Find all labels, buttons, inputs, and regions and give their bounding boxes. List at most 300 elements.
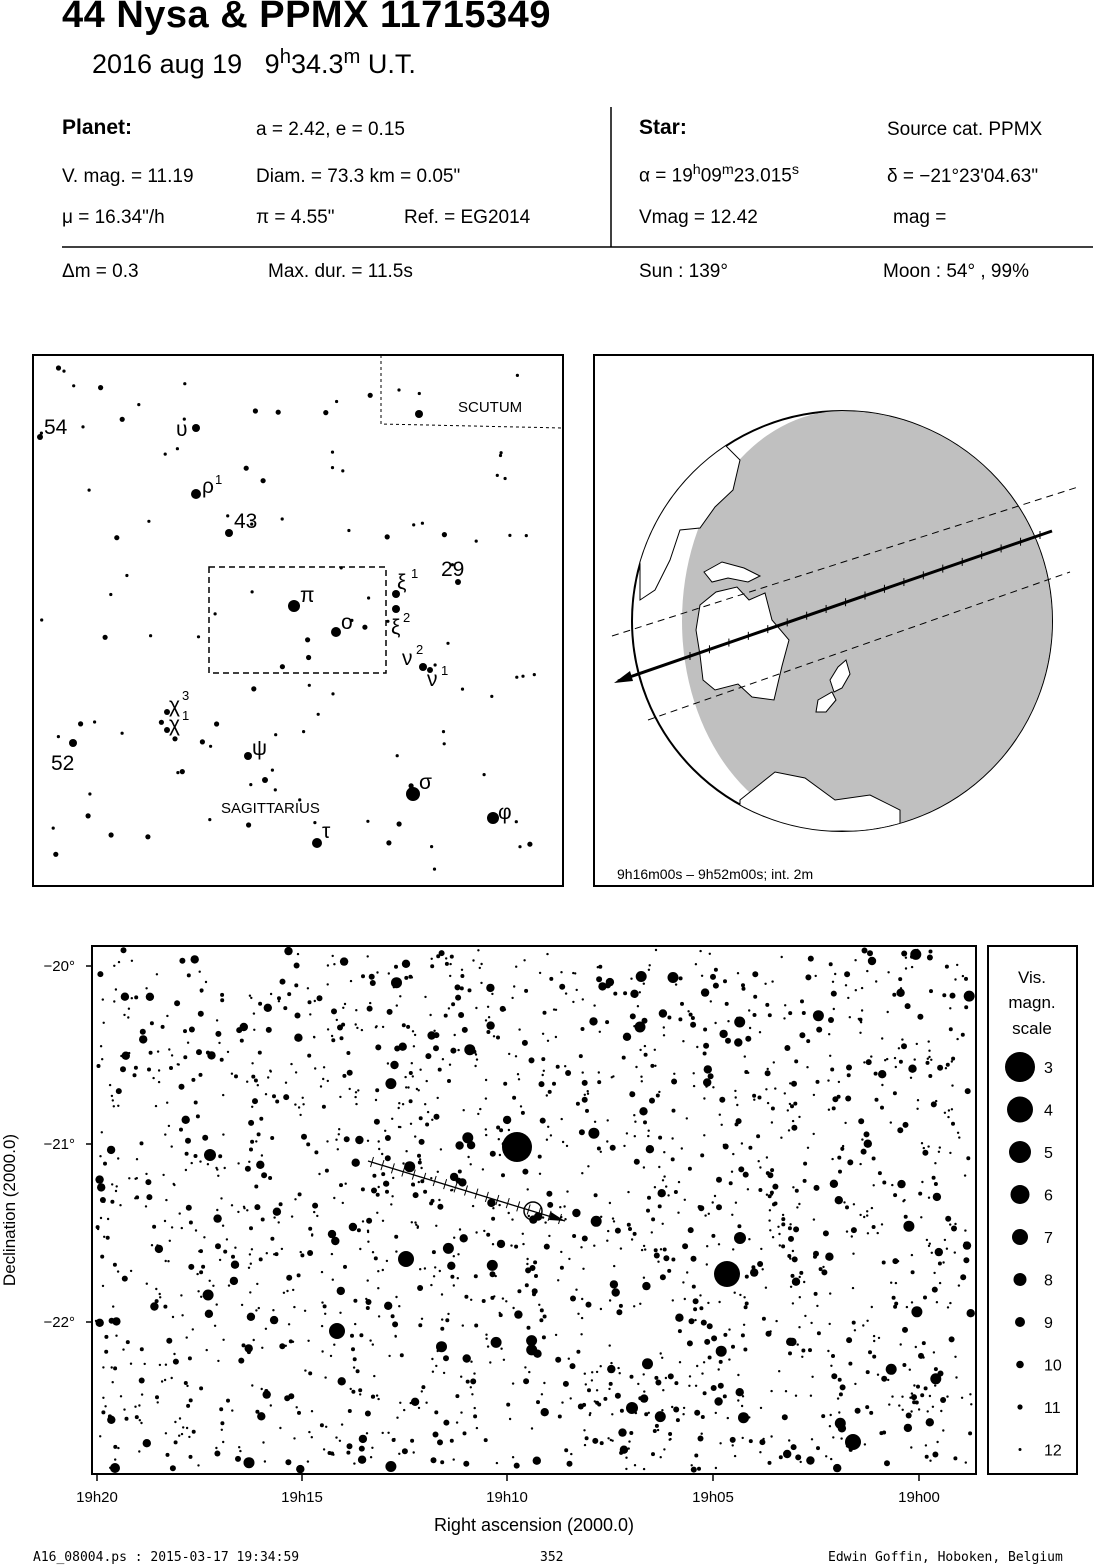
- chart-star: [926, 1239, 928, 1241]
- chart-star: [547, 1126, 549, 1128]
- chart-star: [249, 1253, 251, 1255]
- chart-star: [257, 1132, 261, 1136]
- chart-star: [157, 1401, 159, 1403]
- chart-star: [881, 1037, 883, 1039]
- chart-star: [635, 1066, 637, 1068]
- chart-star: [770, 1435, 772, 1437]
- chart-star: [166, 1102, 168, 1104]
- chart-star: [932, 1406, 934, 1408]
- label-xi2-sup: 2: [403, 610, 411, 625]
- chart-star: [657, 1261, 659, 1263]
- chart-star: [689, 1318, 695, 1324]
- chart-star: [265, 1328, 267, 1330]
- chart-star: [267, 1076, 269, 1078]
- chart-star: [439, 950, 445, 956]
- chart-star: [648, 969, 650, 971]
- chart-star: [929, 1243, 931, 1245]
- chart-star: [611, 1076, 613, 1078]
- chart-star: [788, 1129, 790, 1131]
- chart-star: [929, 1395, 931, 1397]
- chart-star: [949, 1152, 951, 1154]
- chart-star: [432, 1250, 436, 1254]
- chart-star: [165, 1199, 167, 1201]
- chart-star: [219, 1259, 221, 1261]
- chart-star: [828, 1033, 830, 1035]
- chart-star: [320, 1423, 324, 1427]
- chart-star: [719, 1360, 723, 1364]
- chart-star: [350, 1334, 354, 1338]
- chart-star: [451, 1002, 455, 1006]
- chart-star: [512, 1307, 514, 1309]
- chart-star: [199, 971, 201, 973]
- chart-star: [396, 1004, 398, 1006]
- chart-star: [586, 1302, 592, 1308]
- map-star: [419, 663, 427, 671]
- chart-star: [570, 1296, 576, 1302]
- scale-label-10: 10: [1044, 1357, 1062, 1375]
- chart-star: [598, 982, 606, 990]
- chart-star: [744, 1055, 746, 1057]
- chart-star: [743, 1296, 745, 1298]
- chart-star: [449, 975, 451, 977]
- chart-star: [781, 1217, 785, 1221]
- chart-star: [294, 963, 300, 969]
- chart-star: [307, 1250, 313, 1256]
- chart-star: [301, 1134, 307, 1140]
- chart-star: [804, 1315, 806, 1317]
- chart-star: [120, 1066, 126, 1072]
- chart-star: [633, 1025, 635, 1027]
- map-star: [331, 451, 334, 454]
- chart-star: [634, 1135, 636, 1137]
- chart-star: [768, 1219, 770, 1221]
- chart-star: [753, 1013, 757, 1017]
- chart-star: [376, 1193, 380, 1197]
- chart-star: [926, 1061, 930, 1065]
- chart-star: [526, 1258, 528, 1260]
- chart-star: [859, 1214, 861, 1216]
- chart-star: [873, 1340, 875, 1342]
- chart-star: [514, 1310, 522, 1318]
- map-star: [340, 566, 343, 569]
- chart-star: [659, 1009, 667, 1017]
- chart-star: [686, 1117, 688, 1119]
- scale-label-12: 12: [1044, 1442, 1062, 1460]
- chart-star: [851, 1227, 857, 1233]
- chart-star: [354, 1096, 356, 1098]
- chart-star: [220, 998, 224, 1002]
- globe-caption: 9h16m00s – 9h52m00s; int. 2m: [617, 866, 814, 882]
- chart-star: [813, 1255, 817, 1259]
- chart-star: [864, 1131, 870, 1137]
- chart-star: [285, 1082, 287, 1084]
- chart-star: [136, 1158, 138, 1160]
- chart-star: [473, 1372, 475, 1374]
- chart-star: [605, 1020, 609, 1024]
- chart-star: [699, 950, 701, 952]
- chart-star: [128, 1177, 130, 1179]
- chart-star: [888, 1403, 890, 1405]
- chart-star: [701, 1372, 703, 1374]
- chart-star: [775, 1320, 777, 1322]
- chart-star: [353, 1462, 355, 1464]
- chart-star: [887, 1011, 889, 1013]
- chart-star: [536, 1400, 540, 1404]
- chart-star: [102, 1397, 104, 1399]
- chart-star: [179, 1212, 181, 1214]
- chart-star: [939, 1146, 941, 1148]
- chart-star: [911, 966, 913, 968]
- chart-star: [498, 1138, 500, 1140]
- chart-star: [759, 1031, 761, 1033]
- chart-star: [433, 1275, 435, 1277]
- map-star: [69, 739, 77, 747]
- chart-star: [223, 1250, 227, 1254]
- chart-star: [435, 1365, 437, 1367]
- chart-star: [247, 1350, 251, 1354]
- chart-star: [748, 1416, 750, 1418]
- chart-star: [803, 1162, 807, 1166]
- chart-star: [845, 1096, 851, 1102]
- chart-star: [359, 1393, 361, 1395]
- chart-star: [412, 1075, 414, 1077]
- chart-star: [835, 1196, 843, 1204]
- chart-star: [615, 1393, 621, 1399]
- chart-star: [748, 1238, 750, 1240]
- chart-star: [655, 949, 657, 951]
- label-52: 52: [51, 752, 75, 775]
- chart-star: [261, 1218, 265, 1222]
- chart-star: [811, 1376, 813, 1378]
- chart-star: [527, 1326, 531, 1330]
- chart-star: [332, 955, 334, 957]
- chart-star: [767, 1102, 769, 1104]
- chart-star: [887, 1379, 889, 1381]
- chart-star: [117, 1157, 119, 1159]
- chart-star: [951, 1084, 953, 1086]
- chart-star: [270, 993, 272, 995]
- chart-star: [607, 1230, 609, 1232]
- chart-star: [788, 1351, 792, 1355]
- chart-star: [723, 1394, 727, 1398]
- chart-star: [737, 972, 739, 974]
- chart-star: [514, 1463, 520, 1469]
- chart-star: [663, 1175, 665, 1177]
- chart-star: [872, 1157, 876, 1161]
- chart-star: [269, 1070, 271, 1072]
- chart-star: [110, 1463, 120, 1473]
- chart-star: [467, 1156, 469, 1158]
- chart-star: [938, 1262, 942, 1266]
- chart-star: [101, 1410, 105, 1414]
- chart-star: [403, 1409, 405, 1411]
- chart-star: [563, 1381, 569, 1387]
- chart-star: [181, 1227, 183, 1229]
- chart-star: [529, 1057, 535, 1063]
- chart-star: [701, 988, 709, 996]
- chart-star: [796, 1206, 798, 1208]
- chart-star: [391, 977, 402, 988]
- chart-star: [847, 997, 849, 999]
- map-star: [397, 388, 400, 391]
- chart-star: [365, 1411, 371, 1417]
- chart-star: [814, 1292, 818, 1296]
- chart-star: [476, 1058, 478, 1060]
- scale-dots: [1005, 1052, 1062, 1460]
- chart-star: [496, 1462, 498, 1464]
- chart-star: [566, 1190, 568, 1192]
- chart-star: [196, 1114, 200, 1118]
- chart-star: [827, 1079, 829, 1081]
- chart-star: [728, 1328, 730, 1330]
- chart-star: [350, 1388, 352, 1390]
- chart-star: [901, 1396, 903, 1398]
- chart-star: [688, 1227, 694, 1233]
- chart-star: [530, 1265, 536, 1271]
- chart-star: [194, 1101, 198, 1105]
- chart-star: [147, 1068, 151, 1072]
- chart-star: [633, 1232, 637, 1236]
- chart-star: [866, 970, 868, 972]
- chart-star: [628, 1227, 632, 1231]
- chart-star: [314, 1150, 318, 1154]
- chart-star: [293, 1306, 295, 1308]
- chart-star: [197, 1464, 199, 1466]
- chart-star: [384, 1302, 392, 1310]
- chart-star: [447, 1262, 455, 1270]
- chart-star: [195, 1229, 197, 1231]
- chart-star: [905, 1003, 911, 1009]
- chart-star: [215, 1031, 221, 1037]
- chart-star: [902, 1200, 904, 1202]
- chart-star: [875, 980, 877, 982]
- chart-star: [672, 1109, 676, 1113]
- chart-star: [898, 977, 902, 981]
- label-chi3: χ: [169, 694, 181, 717]
- map-star: [103, 635, 108, 640]
- chart-star: [342, 1074, 346, 1078]
- chart-star: [791, 1274, 795, 1278]
- chart-star: [485, 1019, 487, 1021]
- chart-star: [512, 1456, 514, 1458]
- chart-star: [765, 1003, 769, 1007]
- map-star: [323, 410, 328, 415]
- chart-star: [893, 1091, 897, 1095]
- chart-star: [703, 1078, 711, 1086]
- chart-star: [359, 1333, 363, 1337]
- chart-star: [500, 1348, 502, 1350]
- chart-star: [639, 1303, 641, 1305]
- chart-star: [576, 989, 578, 991]
- chart-star: [533, 1260, 537, 1264]
- chart-star: [585, 1383, 587, 1385]
- chart-star: [792, 1256, 798, 1262]
- chart-star: [270, 1237, 274, 1241]
- chart-star: [386, 1260, 388, 1262]
- chart-star: [742, 1437, 744, 1439]
- chart-star: [286, 1275, 292, 1281]
- chart-star: [597, 966, 599, 968]
- chart-star: [612, 1288, 620, 1296]
- chart-star: [283, 1094, 289, 1100]
- chart-star: [369, 1002, 371, 1004]
- chart-star: [194, 1154, 198, 1158]
- chart-star: [805, 974, 811, 980]
- chart-star: [203, 1290, 214, 1301]
- chart-star: [538, 1155, 542, 1159]
- chart-star: [746, 1276, 748, 1278]
- chart-star: [523, 1378, 529, 1384]
- chart-star: [264, 1004, 272, 1012]
- chart-star: [817, 1331, 821, 1335]
- chart-star: [419, 1268, 421, 1270]
- chart-star: [430, 1177, 432, 1179]
- chart-star: [262, 1441, 264, 1443]
- chart-star: [759, 1439, 765, 1445]
- chart-star: [863, 1061, 865, 1063]
- chart-star: [399, 1043, 407, 1051]
- chart-star: [663, 1448, 665, 1450]
- chart-star: [868, 1350, 872, 1354]
- chart-star: [651, 1231, 653, 1233]
- chart-star: [660, 1248, 662, 1250]
- chart-star: [253, 1029, 255, 1031]
- map-star: [180, 769, 185, 774]
- chart-star: [568, 1358, 570, 1360]
- chart-star: [234, 1247, 236, 1249]
- chart-star: [798, 1326, 800, 1328]
- star-source: Source cat. PPMX: [887, 119, 1043, 140]
- chart-star: [344, 1136, 350, 1142]
- chart-star: [349, 1223, 357, 1231]
- chart-star: [455, 1141, 463, 1149]
- chart-star: [254, 1204, 260, 1210]
- chart-star: [186, 1336, 188, 1338]
- chart-star: [378, 1315, 380, 1317]
- chart-star: [246, 1081, 248, 1083]
- chart-star: [944, 1239, 946, 1241]
- chart-star: [910, 1446, 912, 1448]
- chart-star: [517, 1073, 519, 1075]
- map-star: [368, 393, 373, 398]
- chart-star: [534, 1274, 538, 1278]
- chart-star: [166, 1015, 168, 1017]
- chart-star: [735, 1202, 737, 1204]
- chart-star: [966, 1156, 970, 1160]
- chart-star: [611, 1413, 613, 1415]
- chart-star: [174, 1000, 180, 1006]
- map-star: [56, 365, 61, 370]
- map-star: [249, 783, 252, 786]
- chart-star: [837, 1397, 839, 1399]
- chart-star: [231, 1409, 233, 1411]
- chart-star: [167, 1260, 169, 1262]
- chart-star: [929, 989, 933, 993]
- chart-star: [743, 1348, 747, 1352]
- planet-parallax: π = 4.55": [256, 207, 335, 228]
- chart-star: [311, 1410, 313, 1412]
- chart-star: [479, 967, 481, 969]
- chart-star: [458, 1012, 464, 1018]
- chart-star: [508, 1129, 510, 1131]
- chart-star: [799, 1032, 805, 1038]
- chart-star: [808, 956, 814, 962]
- chart-star: [231, 1073, 233, 1075]
- scale-label-8: 8: [1044, 1272, 1053, 1290]
- chart-star: [901, 951, 907, 957]
- chart-star: [417, 1154, 421, 1158]
- chart-star: [686, 1271, 688, 1273]
- chart-star: [259, 1257, 263, 1261]
- chart-star: [591, 1379, 593, 1381]
- map-star: [331, 466, 334, 469]
- chart-star: [96, 1225, 100, 1229]
- chart-star: [185, 1152, 189, 1156]
- chart-star: [485, 1079, 487, 1081]
- chart-star: [199, 1160, 201, 1162]
- chart-star: [699, 1306, 703, 1310]
- chart-star: [793, 1226, 799, 1232]
- chart-star: [264, 1460, 266, 1462]
- chart-star: [737, 1399, 739, 1401]
- chart-star: [367, 1140, 369, 1142]
- chart-star: [357, 1089, 359, 1091]
- chart-star: [791, 1081, 797, 1087]
- chart-star: [374, 1256, 378, 1260]
- chart-star: [583, 1429, 585, 1431]
- chart-star: [665, 1377, 667, 1379]
- chart-star: [259, 1117, 263, 1121]
- scale-dot-9: [1015, 1317, 1025, 1327]
- chart-star: [331, 1253, 333, 1255]
- chart-star: [485, 1338, 487, 1340]
- label-29: 29: [441, 558, 465, 581]
- y-axis-label: Declination (2000.0): [0, 1133, 19, 1287]
- chart-star: [663, 1034, 665, 1036]
- chart-star: [353, 1366, 355, 1368]
- map-star: [78, 721, 83, 726]
- chart-star: [302, 1103, 304, 1105]
- minute-unit: m: [343, 46, 361, 68]
- chart-star: [656, 1094, 660, 1098]
- chart-star: [486, 1021, 494, 1029]
- chart-star: [266, 1027, 272, 1033]
- chart-star: [122, 1348, 124, 1350]
- chart-star: [111, 1183, 113, 1185]
- chart-star: [903, 1221, 914, 1232]
- chart-star: [753, 995, 757, 999]
- chart-star: [544, 1221, 546, 1223]
- chart-star: [946, 1248, 948, 1250]
- chart-star: [367, 1241, 369, 1243]
- planet-reference: Ref. = EG2014: [404, 207, 531, 228]
- chart-star: [235, 1456, 241, 1462]
- chart-star: [719, 1114, 721, 1116]
- chart-star: [788, 1011, 792, 1015]
- scale-dot-6: [1011, 1185, 1030, 1204]
- chart-star: [904, 1424, 912, 1432]
- chart-star: [581, 1172, 583, 1174]
- chart-star: [200, 990, 202, 992]
- chart-star: [388, 1355, 390, 1357]
- chart-star: [205, 1310, 213, 1318]
- chart-star: [803, 1179, 807, 1183]
- chart-star: [957, 1132, 959, 1134]
- chart-star: [784, 1004, 786, 1006]
- chart-star: [140, 1422, 142, 1424]
- chart-star: [771, 980, 773, 982]
- chart-star: [695, 1385, 697, 1387]
